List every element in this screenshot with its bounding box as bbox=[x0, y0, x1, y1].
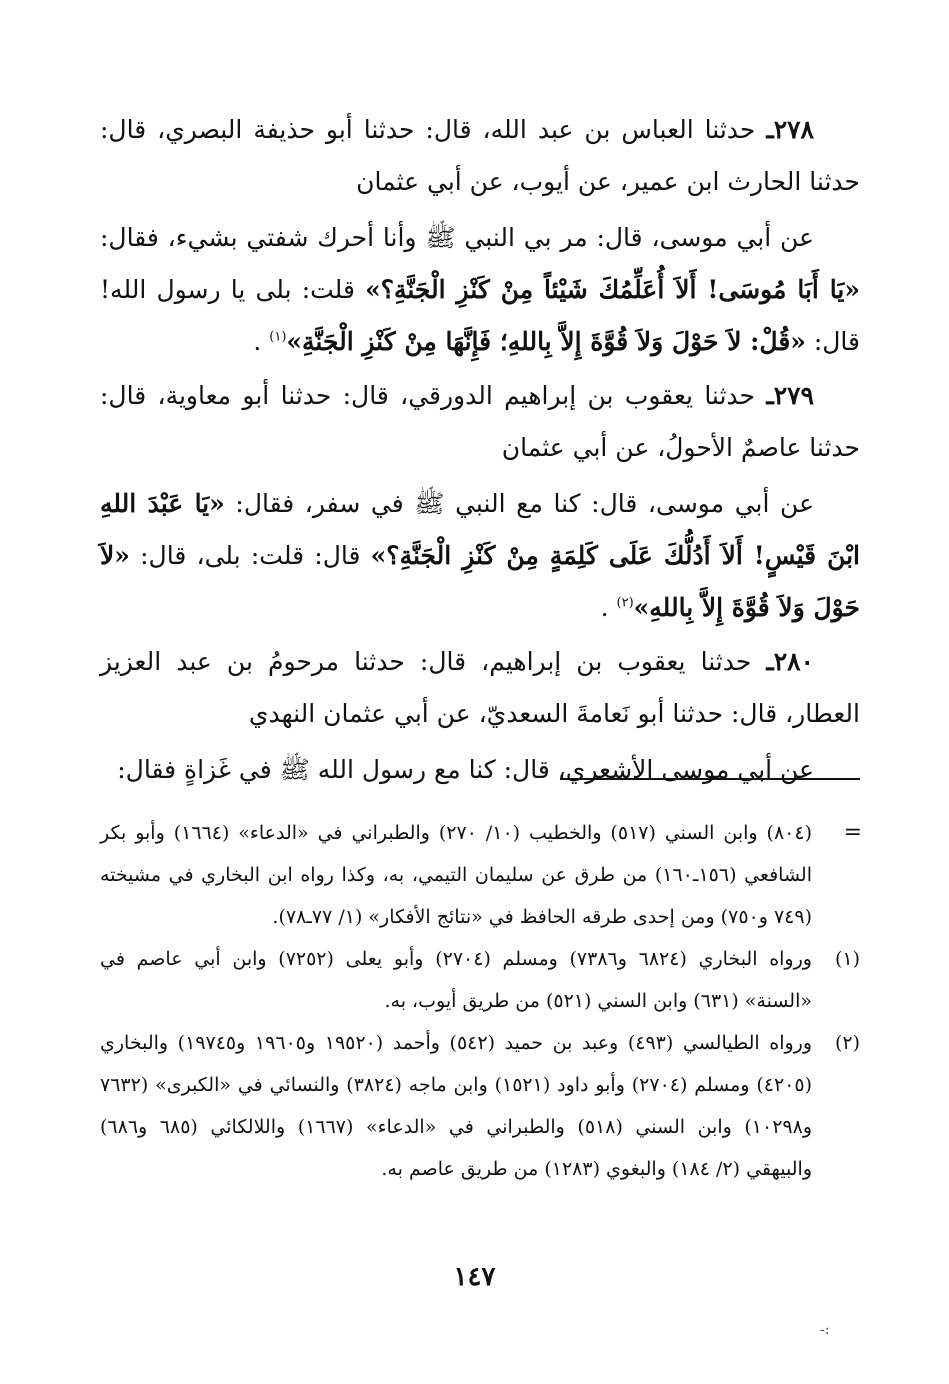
footnote-2 bbox=[100, 1022, 860, 1190]
continuation-mark: = bbox=[843, 820, 862, 845]
sentence-end: . bbox=[253, 327, 262, 356]
matn-middle: قلت: بلى يا رسول الله! قال: bbox=[100, 275, 860, 356]
hadith-278-isnad bbox=[100, 104, 860, 208]
hadith-279-isnad bbox=[100, 370, 860, 474]
prophetic-quote: «قُلْ: لاَ حَوْلَ وَلاَ قُوَّةَ إِلاَّ بِاللهِ؛ فَإِنَّهَا مِنْ كَنْزِ الْجَنَّةِ» bbox=[286, 327, 806, 356]
footnote-ref[interactable]: (٢) bbox=[616, 595, 634, 611]
footnote-continuation bbox=[100, 812, 860, 938]
hadith-280-isnad bbox=[100, 636, 860, 740]
hadith-number: ٢٨٠ـ bbox=[766, 647, 814, 676]
isnad-text: حدثنا العباس بن عبد الله، قال: حدثنا أبو حذيفة البصري، قال: حدثنا الحارث ابن عمير، عن أيوب، عن أبي عثمان bbox=[100, 115, 860, 196]
prophetic-quote: «لاَ حَوْلَ وَلاَ قُوَّةَ إِلاَّ بِاللهِ» bbox=[100, 541, 860, 622]
footnote-text: (٨٠٤) وابن السني (٥١٧) والخطيب (١٠/ ٢٧٠) والطبراني في «الدعاء» (١٦٦٤) وأبو بكر الشافعي (١٥٦ـ١٦٠) من طرق عن سليمان التيمي، به، وكذا رواه ابن البخاري في مشيخته (٧٤٩ و٧٥٠) ومن إحدى طرقه الحافظ في «نتائج الأفكار» (١/ ٧٧ـ٧٨). bbox=[100, 822, 812, 928]
footnote-mark: (٢) bbox=[834, 1032, 860, 1054]
margin-mark: -: bbox=[820, 1322, 830, 1338]
footnote-text: ورواه البخاري (٦٨٢٤ و٧٣٨٦) ومسلم (٢٧٠٤) وأبو يعلى (٧٢٥٢) وابن أبي عاصم في «السنة» (٦٣١) وابن السني (٥٢١) من طريق أيوب، به. bbox=[100, 948, 812, 1012]
matn-intro: عن أبي موسى، قال: كنا مع النبي ﷺ في سفر، فقال: bbox=[235, 489, 815, 518]
sentence-end: . bbox=[600, 593, 609, 622]
isnad-text: حدثنا يعقوب بن إبراهيم، قال: حدثنا مرحومُ بن عبد العزيز العطار، قال: حدثنا أبو نَعامةَ السعديّ، عن أبي عثمان النهدي bbox=[100, 647, 860, 728]
footnote-text: ورواه الطيالسي (٤٩٣) وعبد بن حميد (٥٤٢) وأحمد (١٩٥٢٠ و١٩٦٠٥ و١٩٧٤٥) والبخاري (٤٢٠٥) ومسلم (٢٧٠٤) وأبو داود (١٥٢١) وابن ماجه (٣٨٢٤) والنسائي في «الكبرى» (٧٦٣٢ و١٠٢٩٨) وابن السني (٥١٨) والطبراني في «الدعاء» (١٦٦٧) واللالكائي (٦٨٥ و٦٨٦) والبيهقي (٢/ ١٨٤) والبغوي (١٢٨٣) من طريق عاصم به. bbox=[100, 1032, 813, 1180]
page-number: ١٤٧ bbox=[453, 1262, 496, 1292]
hadith-number: ٢٧٩ـ bbox=[766, 381, 814, 410]
prophetic-quote: «يَا أَبَا مُوسَى! أَلاَ أُعَلِّمُكَ شَيْئاً مِنْ كَنْزِ الْجَنَّةِ؟» bbox=[365, 275, 860, 304]
matn-intro: عن أبي موسى الأشعري، قال: كنا مع رسول الله ﷺ في غَزاةٍ فقال: bbox=[117, 755, 814, 784]
matn-middle: قال: قلت: بلى، قال: bbox=[140, 541, 361, 570]
hadith-280-matn bbox=[100, 744, 860, 796]
hadith-278-matn bbox=[100, 212, 860, 368]
main-text bbox=[100, 104, 860, 796]
hadith-279-matn bbox=[100, 478, 860, 634]
matn-intro: عن أبي موسى، قال: مر بي النبي ﷺ وأنا أحرك شفتي بشيء، فقال: bbox=[100, 223, 814, 252]
prophetic-quote: «يَا عَبْدَ اللهِ ابْنَ قَيْسٍ! أَلاَ أَدُلُّكَ عَلَى كَلِمَةٍ مِنْ كَنْزِ الْجَنَّةِ؟» bbox=[100, 489, 860, 570]
footnote-separator bbox=[560, 778, 860, 780]
footnote-1 bbox=[100, 938, 860, 1022]
isnad-text: حدثنا يعقوب بن إبراهيم الدورقي، قال: حدثنا أبو معاوية، قال: حدثنا عاصمٌ الأحولُ، عن أبي عثمان bbox=[100, 381, 860, 462]
hadith-number: ٢٧٨ـ bbox=[766, 115, 814, 144]
footnote-mark: (١) bbox=[834, 948, 860, 970]
footnote-ref[interactable]: (١) bbox=[269, 329, 287, 345]
footnotes bbox=[100, 812, 860, 1190]
